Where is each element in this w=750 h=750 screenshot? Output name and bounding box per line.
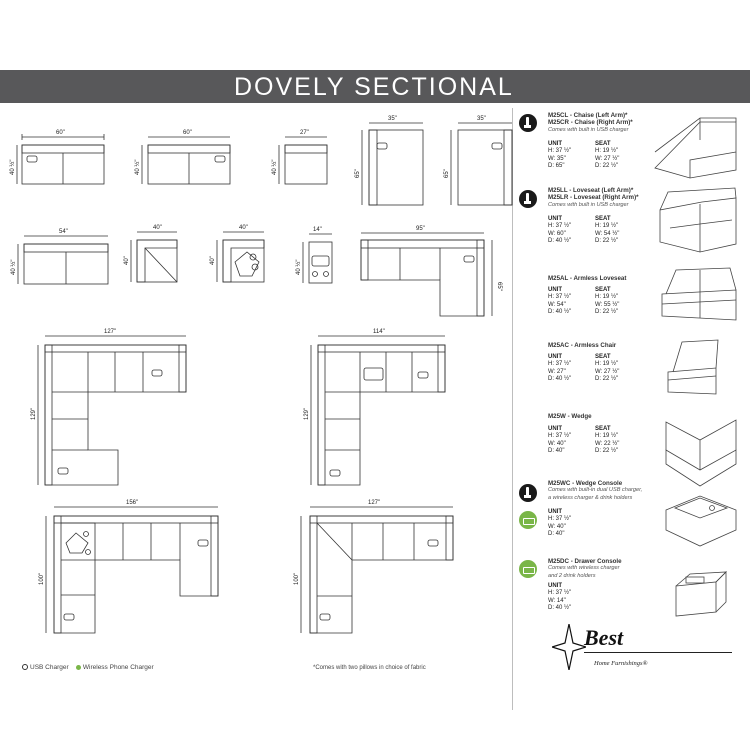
wireless-legend-dot <box>76 665 81 670</box>
spec-note-2: a wireless charger & drink holders <box>548 494 633 501</box>
plan-chaise-right <box>444 116 512 205</box>
usb-charger-icon <box>519 114 537 132</box>
unit-heading: UNIT <box>548 509 562 515</box>
plan-dim-depth: 65" <box>355 169 361 178</box>
seat-heading: SEAT <box>595 287 611 293</box>
plan-wedge-console <box>210 225 264 282</box>
seat-width: W: 54 ½" <box>595 230 620 237</box>
plan-dim-depth: 65" <box>496 282 502 291</box>
seat-width: W: 27 ½" <box>595 368 620 375</box>
spec-chaise <box>548 112 633 134</box>
plan-dim-width: 27" <box>300 130 309 136</box>
product-sketch-loveseat <box>660 188 736 252</box>
unit-heading: UNIT <box>548 216 562 222</box>
unit-depth: D: 40 ½" <box>548 309 572 316</box>
spec-chaise-seat <box>595 141 619 171</box>
seat-depth: D: 22 ½" <box>595 376 619 383</box>
product-sketch-wedge <box>666 420 736 486</box>
logo-rule <box>584 652 732 653</box>
legend-usb-label: USB Charger <box>30 664 69 671</box>
plan-dim-width: 127" <box>104 329 117 335</box>
seat-width: W: 55 ½" <box>595 301 620 308</box>
plan-dim-width: 60" <box>183 130 192 136</box>
spec-armless-chair-seat <box>595 354 619 384</box>
spec-title-1: M25AL - Armless Loveseat <box>548 275 627 282</box>
plan-dim-width: 127" <box>368 500 381 506</box>
plan-loveseat-right <box>134 130 230 184</box>
spec-note-1: Comes with wireless charger <box>548 565 620 572</box>
plan-dim-depth: 129" <box>304 407 310 420</box>
spec-title-1: M25CL - Chaise (Left Arm)* <box>548 112 628 119</box>
unit-width: W: 40" <box>548 523 566 530</box>
plan-drawer-console <box>295 227 332 283</box>
brand-subtitle: Home Furnishings® <box>594 660 648 667</box>
seat-height: H: 19 ½" <box>595 294 619 301</box>
plan-dim-depth: 40 ½" <box>11 259 17 275</box>
unit-depth: D: 40 ½" <box>548 376 572 383</box>
unit-depth: D: 40 ½" <box>548 238 572 245</box>
spec-title-1: M25WC - Wedge Console <box>548 480 623 487</box>
plan-dim-depth: 40" <box>124 256 130 265</box>
plan-dim-width: 35" <box>388 116 397 122</box>
spec-wedge <box>548 413 592 420</box>
spec-title-1: M25AC - Armless Chair <box>548 342 617 349</box>
spec-title-1: M25W - Wedge <box>548 413 592 420</box>
wireless-charger-icon <box>519 511 537 529</box>
seat-heading: SEAT <box>595 216 611 222</box>
unit-heading: UNIT <box>548 426 562 432</box>
spec-armless-loveseat-seat <box>595 287 619 317</box>
legend <box>22 664 154 671</box>
seat-heading: SEAT <box>595 141 611 147</box>
product-sketch-chaise <box>655 118 736 178</box>
plan-sectional-127x129 <box>31 329 186 485</box>
product-sketch-drawer-console <box>676 572 726 616</box>
plan-dim-width: 35" <box>477 116 486 122</box>
spec-armless-loveseat-unit <box>548 287 571 317</box>
seat-height: H: 19 ½" <box>595 433 619 440</box>
plan-dim-width: 114" <box>373 329 385 335</box>
plan-dim-width: 60" <box>56 130 65 136</box>
unit-height: H: 37 ½" <box>548 433 572 440</box>
plan-dim-depth: 100" <box>39 572 45 585</box>
unit-heading: UNIT <box>548 287 562 293</box>
spec-drawer-console-unit <box>548 583 571 613</box>
unit-height: H: 37 ½" <box>548 148 572 155</box>
product-sketch-armless-loveseat <box>662 268 736 320</box>
spec-wedge-console <box>548 480 642 502</box>
plan-dim-width: 40" <box>239 225 248 231</box>
plan-sectional-156x100 <box>39 500 218 633</box>
plan-dim-depth: 65" <box>444 169 450 178</box>
unit-depth: D: 65" <box>548 163 565 170</box>
spec-armless-chair <box>548 342 616 349</box>
plan-dim-depth: 129" <box>31 407 37 420</box>
spec-wedge-console-unit <box>548 509 571 539</box>
plan-sectional-114x129 <box>304 329 445 485</box>
spec-wedge-unit <box>548 426 571 456</box>
plan-armless-loveseat <box>10 229 108 284</box>
product-sketch-wedge-console <box>666 496 736 546</box>
page-title: DOVELY SECTIONAL <box>234 73 514 101</box>
spec-title-2: M25CR - Chaise (Right Arm)* <box>548 119 633 127</box>
spec-note: Comes with built in USB charger <box>548 126 629 133</box>
product-sketch-armless-chair <box>668 340 718 394</box>
spec-chaise-unit <box>548 141 571 171</box>
spec-title-1: M25LL - Loveseat (Left Arm)* <box>548 187 634 194</box>
spec-loveseat-seat <box>595 216 619 246</box>
spec-loveseat <box>548 187 639 209</box>
plan-sectional-127x100 <box>294 500 453 633</box>
spec-title-1: M25DC - Drawer Console <box>548 558 622 565</box>
plan-wedge <box>124 225 177 282</box>
unit-width: W: 35" <box>548 155 566 162</box>
plan-dim-depth: 100" <box>294 572 300 585</box>
plan-dim-width: 14" <box>313 227 322 233</box>
star-logo-icon <box>552 624 586 670</box>
plan-dim-depth: 40 ½" <box>10 159 16 175</box>
plan-dim-width: 156" <box>126 500 139 506</box>
unit-width: W: 54" <box>548 301 566 308</box>
unit-height: H: 37 ½" <box>548 223 572 230</box>
unit-height: H: 37 ½" <box>548 590 572 597</box>
legend-wireless-label: Wireless Phone Charger <box>82 664 154 671</box>
plan-loveseat-left <box>9 130 104 184</box>
unit-height: H: 37 ½" <box>548 516 572 523</box>
plan-dim-depth: 40 ½" <box>135 159 141 175</box>
unit-height: H: 37 ½" <box>548 294 572 301</box>
unit-height: H: 37 ½" <box>548 361 572 368</box>
spec-note: Comes with built in USB charger <box>548 201 629 208</box>
unit-heading: UNIT <box>548 583 562 589</box>
spec-wedge-seat <box>595 426 619 456</box>
spec-armless-chair-unit <box>548 354 571 384</box>
brand-logo: Best <box>584 625 624 650</box>
unit-depth: D: 40" <box>548 531 565 538</box>
usb-charger-icon <box>519 190 537 208</box>
seat-depth: D: 22 ½" <box>595 163 619 170</box>
unit-heading: UNIT <box>548 354 562 360</box>
seat-heading: SEAT <box>595 354 611 360</box>
unit-width: W: 40" <box>548 440 566 447</box>
plan-dim-width: 54" <box>59 229 68 235</box>
spec-note-1: Comes with built-in dual USB charger, <box>548 487 643 494</box>
seat-depth: D: 22 ½" <box>595 238 619 245</box>
unit-width: W: 60" <box>548 230 566 237</box>
plan-dim-depth: 40" <box>210 256 216 265</box>
seat-height: H: 19 ½" <box>595 361 619 368</box>
unit-width: W: 14" <box>548 597 566 604</box>
unit-depth: D: 40" <box>548 448 565 455</box>
footnote: *Comes with two pillows in choice of fabric <box>313 665 426 671</box>
spec-note-2: and 2 drink holders <box>548 572 596 579</box>
spec-title-2: M25LR - Loveseat (Right Arm)* <box>548 194 639 202</box>
wireless-charger-icon <box>519 560 537 578</box>
seat-depth: D: 22 ½" <box>595 309 619 316</box>
unit-width: W: 27" <box>548 368 566 375</box>
seat-height: H: 19 ½" <box>595 223 619 230</box>
plan-dim-width: 95" <box>416 226 425 232</box>
spec-drawer-console <box>548 558 622 580</box>
unit-depth: D: 40 ½" <box>548 605 572 612</box>
plan-dim-depth: 40 ½" <box>272 159 278 175</box>
seat-width: W: 22 ½" <box>595 440 620 447</box>
seat-depth: D: 22 ½" <box>595 448 619 455</box>
spec-loveseat-unit <box>548 216 571 246</box>
seat-heading: SEAT <box>595 426 611 432</box>
seat-width: W: 27 ½" <box>595 155 620 162</box>
plan-armless-chair <box>271 130 327 184</box>
unit-heading: UNIT <box>548 141 562 147</box>
plan-dim-width: 40" <box>153 225 162 231</box>
plan-chaise-left <box>355 116 423 205</box>
seat-height: H: 19 ½" <box>595 148 619 155</box>
usb-legend-dot <box>22 664 28 670</box>
plan-chaise-sofa <box>361 226 502 316</box>
plan-dim-depth: 40 ½" <box>296 259 302 275</box>
spec-armless-loveseat <box>548 275 626 282</box>
usb-charger-icon <box>519 484 537 502</box>
